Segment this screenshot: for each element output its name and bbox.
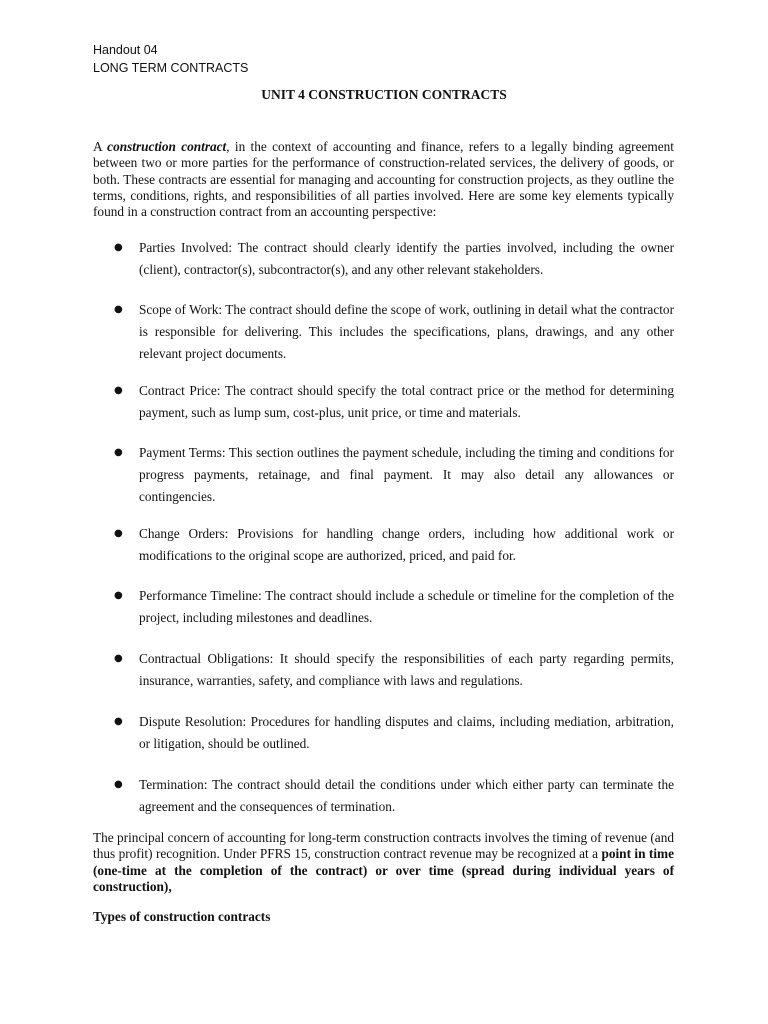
intro-prefix: A <box>93 139 108 154</box>
bullet-icon: ● <box>114 385 123 396</box>
page-title: UNIT 4 CONSTRUCTION CONTRACTS <box>261 87 507 102</box>
intro-text: , in the context of accounting and finance, refers to a legally binding agreement between two or more parties for the performance of construction-related services, the delivery of goods, or both. These contracts are essential for managing and accounting for construction projects, as they outline the terms, conditions, rights, and responsibilities of all parties involved. Here are some key elements typically found in a construction contract from an accounting perspective: <box>93 139 674 220</box>
bullet-icon: ● <box>114 528 123 539</box>
bullet-icon: ● <box>114 779 123 790</box>
list-item-text: Contractual Obligations: It should specify the responsibilities of each party regarding permits, insurance, warranties, safety, and compliance with laws and regulations. <box>139 651 674 688</box>
list-item-text: Scope of Work: The contract should define the scope of work, outlining in detail what the contractor is responsible for delivering. This includes the specifications, plans, drawings, and any other relevant project documents. <box>139 302 674 361</box>
list-item-text: Payment Terms: This section outlines the payment schedule, including the timing and conditions for progress payments, retainage, and final payment. It may also detail any allowances or contingencies. <box>139 445 674 504</box>
conclusion-text: The principal concern of accounting for long-term construction contracts involves the timing of revenue (and thus profit) recognition. Under PFRS 15, construction contract revenue may be recognized at a <box>93 830 674 862</box>
section-heading: Types of construction contracts <box>93 909 271 924</box>
list-item-text: Dispute Resolution: Procedures for handling disputes and claims, including mediation, arbitration, or litigation, should be outlined. <box>139 714 674 751</box>
intro-paragraph <box>93 139 674 220</box>
list-item-text: Termination: The contract should detail the conditions under which either party can terminate the agreement and the consequences of termination. <box>139 777 674 814</box>
list-item-text: Contract Price: The contract should specify the total contract price or the method for determining payment, such as lump sum, cost-plus, unit price, or time and materials. <box>139 383 674 420</box>
bullet-icon: ● <box>114 447 123 458</box>
bullet-icon: ● <box>114 716 123 727</box>
list-item-text: Performance Timeline: The contract should include a schedule or timeline for the completion of the project, including milestones and deadlines. <box>139 588 674 625</box>
conclusion-paragraph <box>93 830 674 895</box>
list-item-text: Parties Involved: The contract should clearly identify the parties involved, including the owner (client), contractor(s), subcontractor(s), and any other relevant stakeholders. <box>139 240 674 277</box>
conclusion-emphasis: point in time (one-time at the completion of the contract) or over time (spread during individual years of construction), <box>93 846 674 894</box>
handout-number: Handout 04 <box>93 43 158 57</box>
intro-term: construction contract <box>107 139 227 154</box>
bullet-icon: ● <box>114 653 123 664</box>
bullet-icon: ● <box>114 590 123 601</box>
list-item-text: Change Orders: Provisions for handling change orders, including how additional work or modifications to the original scope are authorized, priced, and paid for. <box>139 526 674 563</box>
bullet-icon: ● <box>114 242 123 253</box>
bullet-icon: ● <box>114 304 123 315</box>
handout-topic: LONG TERM CONTRACTS <box>93 61 249 75</box>
